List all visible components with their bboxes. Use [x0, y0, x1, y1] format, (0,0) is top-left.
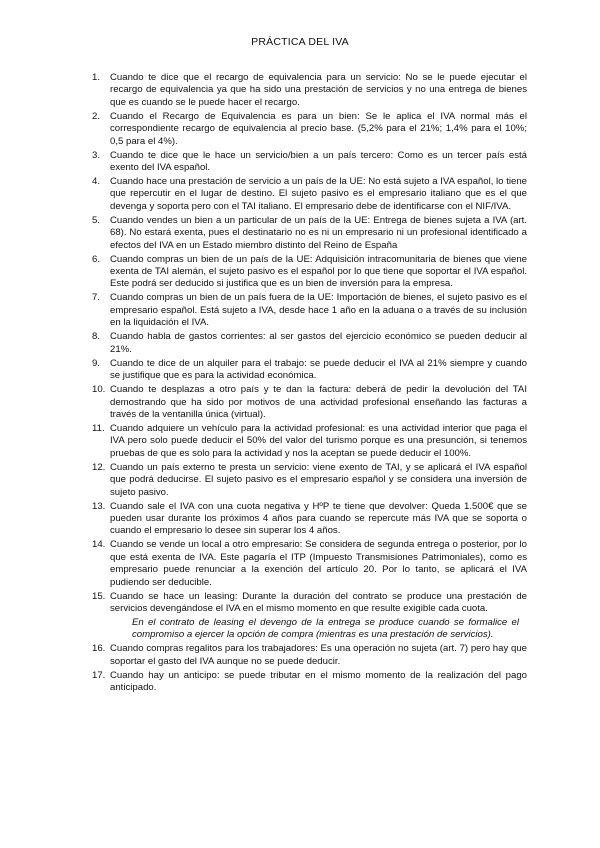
item-text: Cuando te desplazas a otro país y te dan la factura: deberá de pedir la devolución del TAI demostrando que ha sido por motivos de una actividad profesional enseñando las facturas a través de la ventanilla única (virtual). [110, 384, 527, 420]
item-text: Cuando te dice de un alquiler para el trabajo: se puede deducir el IVA al 21% siempre y cuando se justifique que es para la actividad económica. [110, 357, 527, 382]
item-text: Cuando hace una prestación de servicio a un país de la UE: No está sujeto a IVA español, lo tiene que repercutir en el lugar de destino. El sujeto pasivo es el empresario italiano que es el que devenga y soporta pero con el TAI italiano. El empresario debe de identificarse con el NIF/IVA. [110, 176, 527, 212]
list-item-3 [92, 150, 527, 175]
practice-list [92, 72, 527, 696]
document-title: PRÁCTICA DEL IVA [251, 36, 349, 48]
item-number: 14. [92, 539, 106, 551]
item-number: 3. [92, 149, 101, 161]
list-item-16 [92, 643, 527, 668]
item-text: Cuando te dice que el recargo de equivalencia para un servicio: No se le puede ejecutar el recargo de equivalencia ya que ha sido una prestación de servicios y no una entrega de bienes que es cuando se le puede hacer el recargo. [110, 72, 527, 108]
item-number: 2. [92, 110, 101, 122]
list-item-14 [92, 539, 527, 589]
item-text: Cuando se vende un local a otro empresario: Se considera de segunda entrega o posterior, por lo que está exenta de IVA. Este pagaría el ITP (Impuesto Transmisiones Patrimoniales), como es empresario puede renunciar a la exención del artículo 20. Por lo tanto, se aplicará el IVA pudiendo ser deducible. [110, 539, 527, 588]
item-text: Cuando adquiere un vehículo para la actividad profesional: es una actividad interior que paga el IVA pero solo puede deducir el 50% del valor del turismo porque es una presunción, si tenemos pruebas de que es solo para la actividad y nos la aceptan se puede deducir el 100%. [110, 422, 527, 459]
item-number: 8. [92, 331, 101, 343]
item-number: 4. [92, 176, 101, 188]
list-item-8 [92, 331, 527, 356]
list-item-5 [92, 215, 527, 252]
item-number: 1. [92, 72, 101, 83]
item-number: 7. [92, 292, 101, 304]
item-number: 6. [92, 253, 101, 265]
item-text: Cuando sale el IVA con una cuota negativa y HºP te tiene que devolver: Queda 1.500€ que se pueden usar durante los próximos 4 años para cuando se repercute más IVA que se soporta o cuando el empresario lo desee sin superar los 4 años. [110, 500, 527, 537]
item-number: 15. [92, 590, 106, 602]
item-text: Cuando compras un bien de un país de la UE: Adquisición intracomunitaria de bienes que viene exenta de TAI alemán, el sujeto pasivo es el español por lo que tiene que soportar el IVA español. Este podrá ser deducido si justifica que es un bien de inversión para la empresa. [110, 253, 527, 290]
item-number: 12. [92, 461, 106, 473]
list-item-7 [92, 292, 527, 329]
item-number: 16. [92, 643, 106, 655]
item-text: Cuando un país externo te presta un servicio: viene exento de TAI, y se aplicará el IVA español que podrá deducirse. El sujeto pasivo es el empresario español y se considera una inversión de sujeto pasivo. [110, 461, 527, 498]
item-text: Cuando hay un anticipo: se puede tributar en el mismo momento de la realización del pago anticipado. [110, 669, 527, 694]
list-item-15 [92, 591, 527, 616]
list-item-2 [92, 111, 527, 148]
list-item-4 [92, 176, 527, 213]
item-text: Cuando habla de gastos corrientes: al ser gastos del ejercicio económico se pueden deducir al 21%. [110, 331, 527, 355]
leasing-note: En el contrato de leasing el devengo de la entrega se produce cuando se formalice el compromiso a ejercer la opción de compra (mientras es una prestación de servicios). [132, 616, 519, 641]
list-item-10 [92, 384, 527, 421]
item-number: 10. [92, 384, 106, 396]
list-item-1 [92, 72, 527, 109]
item-text: Cuando te dice que le hace un servicio/bien a un país tercero: Como es un tercer país está exento del IVA español. [110, 149, 527, 174]
list-item-11 [92, 423, 527, 460]
list-item-13 [92, 501, 527, 538]
list-item-17 [92, 670, 527, 695]
item-number: 13. [92, 500, 106, 512]
item-text: Cuando compras regalitos para los trabajadores: Es una operación no sujeta (art. 7) pero hay que soportar el gasto del IVA aunque no se puede deducir. [110, 643, 527, 667]
item-text: Cuando compras un bien de un país fuera de la UE: Importación de bienes, el sujeto pasivo es el empresario español. Está sujeto a IVA, desde hace 1 año en la aduana o a través de su inclusión en la liquidación el IVA. [110, 292, 527, 329]
item-number: 9. [92, 357, 101, 369]
list-item-6 [92, 254, 527, 291]
item-text: Cuando el Recargo de Equivalencia es para un bien: Se le aplica el IVA normal más el correspondiente recargo de equivalencia al precio base. (5,2% para el 21%; 1,4% para el 10%; 0,5 para el 4%). [110, 110, 527, 147]
list-item-9 [92, 358, 527, 383]
item-text: Cuando vendes un bien a un particular de un país de la UE: Entrega de bienes sujeta a IVA (art. 68). No estará exenta, pues el destinatario no es ni un empresario ni un profesional identificado a efectos del IVA en un Estado miembro distinto del Reino de España [110, 214, 527, 251]
item-number: 17. [92, 669, 106, 681]
item-number: 11. [92, 422, 105, 434]
list-item-12 [92, 462, 527, 499]
item-number: 5. [92, 214, 101, 226]
item-text: Cuando se hace un leasing: Durante la duración del contrato se produce una prestación de servicios devengándose el IVA en el mismo momento en que resulte exigible cada cuota. [110, 590, 527, 614]
